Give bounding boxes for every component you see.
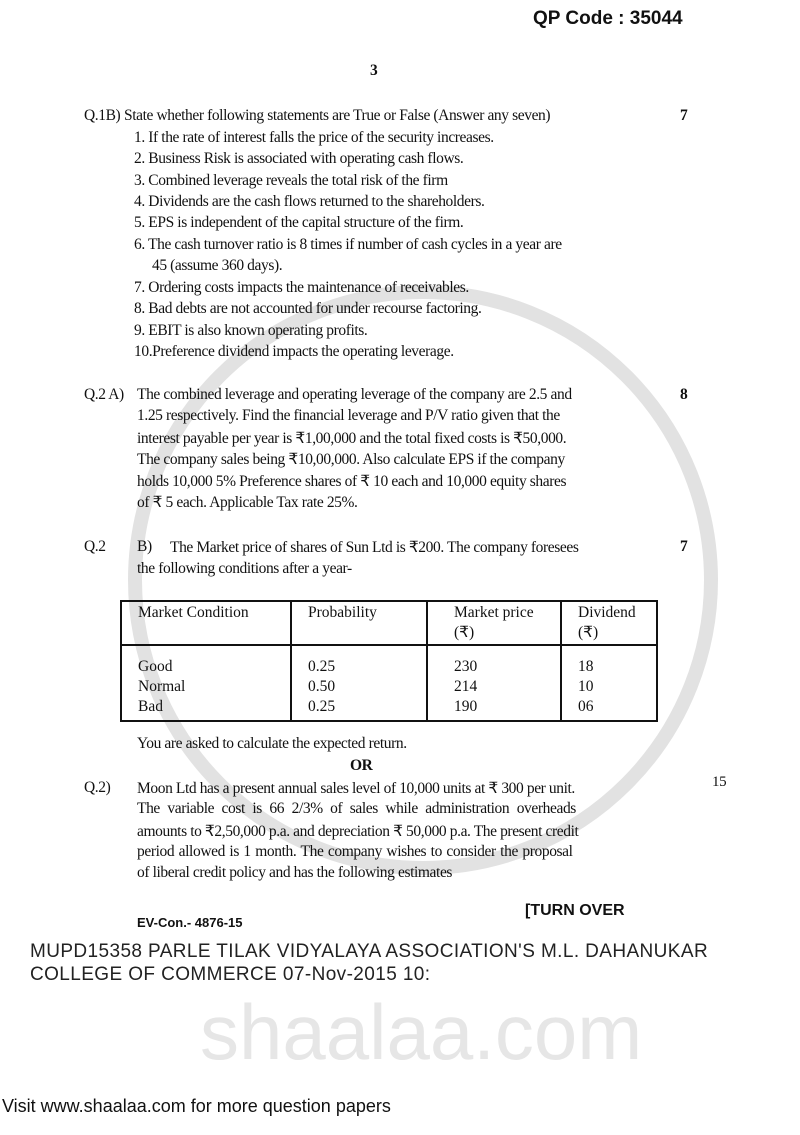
q2alt-line: The variable cost is 66 2/3% of sales while administration overheads — [137, 800, 576, 817]
table-cell: Bad — [121, 697, 291, 721]
table-cell: 214 — [427, 677, 561, 697]
q2b-line: the following conditions after a year- — [137, 560, 352, 577]
q2a-line: holds 10,000 5% Preference shares of ₹ 10 each and 10,000 equity shares — [137, 473, 567, 490]
q1b-item: 45 (assume 360 days). — [152, 257, 283, 274]
q1b-item: 2. Business Risk is associated with operating cash flows. — [134, 150, 464, 167]
q1b-item: 7. Ordering costs impacts the maintenance of receivables. — [134, 279, 469, 296]
q2alt-line: of liberal credit policy and has the following estimates — [137, 864, 453, 881]
watermark-diagonal-text: MUPD15358 PARLE TILAK VIDYALAYA ASSOCIATION'S M.L. DAHANUKAR COLLEGE OF COMMERCE 07-Nov-2015 10: — [30, 941, 709, 985]
table-cell: 0.25 — [291, 645, 427, 677]
q1b-item: 10.Preference dividend impacts the operating leverage. — [134, 343, 454, 360]
table-cell: Good — [121, 645, 291, 677]
turn-over: [TURN OVER — [525, 902, 625, 919]
or-separator: OR — [350, 757, 373, 774]
q2b-label: Q.2 — [84, 538, 106, 555]
table-header: Probability — [291, 601, 427, 645]
table-cell: Normal — [121, 677, 291, 697]
q2alt-marks: 15 — [712, 774, 727, 790]
exam-code: EV-Con.- 4876-15 — [137, 915, 243, 930]
table-row — [121, 677, 657, 697]
q2a-label: Q.2 A) — [84, 386, 124, 403]
watermark-site-mark: shaalaa.com — [200, 988, 643, 1076]
q2alt-line: Moon Ltd has a present annual sales level of 10,000 units at ₹ 300 per unit. — [137, 780, 575, 797]
expected-return-table — [120, 600, 658, 722]
q2a-line: The combined leverage and operating leverage of the company are 2.5 and — [137, 386, 572, 403]
q2b-closing: You are asked to calculate the expected return. — [137, 735, 407, 752]
q1b-item: 3. Combined leverage reveals the total risk of the firm — [134, 172, 448, 189]
qp-code: QP Code : 35044 — [533, 8, 683, 29]
table-cell: 18 — [561, 645, 657, 677]
q2a-line: 1.25 respectively. Find the financial leverage and P/V ratio given that the — [137, 407, 560, 424]
q2b-sub: B) — [137, 538, 152, 555]
table-header-row — [121, 601, 657, 645]
q1b-marks: 7 — [680, 107, 688, 124]
q1b-item: 6. The cash turnover ratio is 8 times if number of cash cycles in a year are — [134, 236, 562, 253]
q2alt-line: amounts to ₹2,50,000 p.a. and depreciation ₹ 50,000 p.a. The present credit — [137, 823, 579, 840]
table-cell: 06 — [561, 697, 657, 721]
footer-link-text: Visit www.shaalaa.com for more question papers — [2, 1096, 391, 1116]
q2a-line: The company sales being ₹10,00,000. Also calculate EPS if the company — [137, 451, 565, 468]
table-cell: 10 — [561, 677, 657, 697]
q1b-item: 8. Bad debts are not accounted for under recourse factoring. — [134, 300, 482, 317]
q2a-marks: 8 — [680, 386, 688, 403]
table-cell: 0.50 — [291, 677, 427, 697]
table-row — [121, 697, 657, 721]
table-row — [121, 645, 657, 677]
q2b-line: The Market price of shares of Sun Ltd is ₹200. The company foresees — [170, 539, 579, 556]
q1b-item: 1. If the rate of interest falls the price of the security increases. — [134, 129, 494, 146]
q2a-line: interest payable per year is ₹1,00,000 and the total fixed costs is ₹50,000. — [137, 430, 567, 447]
q1b-item: 5. EPS is independent of the capital structure of the firm. — [134, 214, 464, 231]
table-cell: 0.25 — [291, 697, 427, 721]
q2alt-label: Q.2) — [84, 779, 111, 796]
table-header: Dividend (₹) — [561, 601, 657, 645]
table-header: Market Condition — [121, 601, 291, 645]
page-number: 3 — [370, 62, 378, 79]
q2b-marks: 7 — [680, 538, 688, 555]
q2alt-line: period allowed is 1 month. The company wishes to consider the proposal — [137, 843, 573, 860]
q1b-item: 9. EBIT is also known operating profits. — [134, 322, 368, 339]
q1b-item: 4. Dividends are the cash flows returned to the shareholders. — [134, 193, 485, 210]
table-cell: 230 — [427, 645, 561, 677]
table-cell: 190 — [427, 697, 561, 721]
q1b-label: Q.1B) — [84, 107, 121, 124]
q2a-line: of ₹ 5 each. Applicable Tax rate 25%. — [137, 494, 358, 511]
table-header: Market price (₹) — [427, 601, 561, 645]
q1b-title: State whether following statements are True or False (Answer any seven) — [124, 107, 551, 124]
